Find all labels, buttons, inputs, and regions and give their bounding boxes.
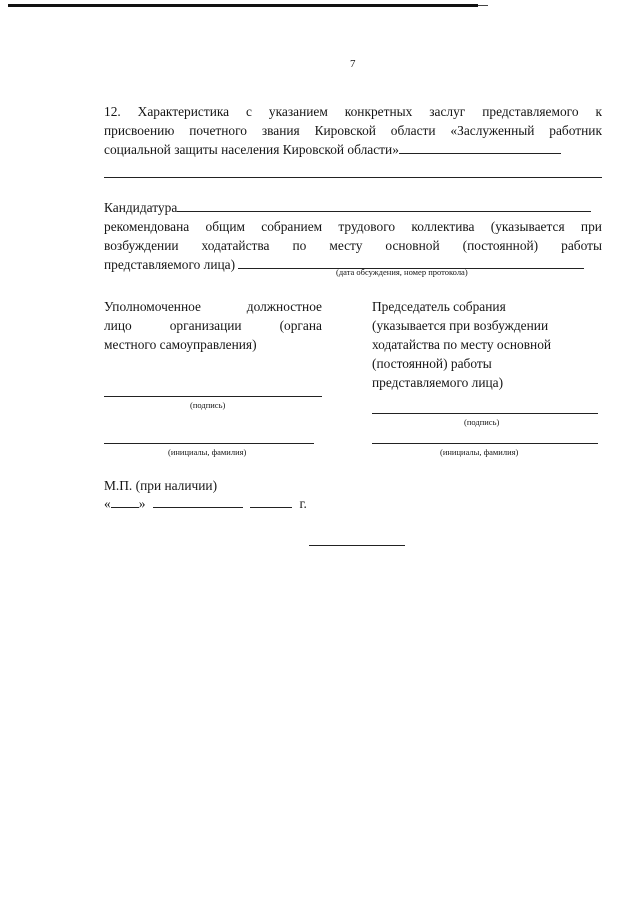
section-12-line-1: 12. Характеристика с указанием конкретных заслуг представляемого к <box>104 104 602 119</box>
candidacy-block <box>104 198 602 274</box>
section-12-block <box>104 102 602 159</box>
discussion-date-caption: (дата обсуждения, номер протокола) <box>336 267 468 277</box>
left-signature-line[interactable] <box>104 396 322 397</box>
end-separator-line <box>309 545 405 546</box>
right-name-caption: (инициалы, фамилия) <box>440 447 519 457</box>
right-name-line[interactable] <box>372 443 598 444</box>
top-border-line <box>8 4 478 7</box>
left-signature-caption: (подпись) <box>190 400 226 410</box>
date-line: « » г. <box>104 496 307 511</box>
right-signature-caption: (подпись) <box>464 417 500 427</box>
characteristic-input-line[interactable] <box>399 140 561 154</box>
top-border-tail <box>478 5 488 6</box>
candidacy-line-4: представляемого лица) <box>104 255 602 274</box>
left-signatory-block: Уполномоченное должностное лицо организации (органа местного самоуправления) <box>104 299 322 352</box>
section-12-line-3: социальной защиты населения Кировской области» <box>104 140 602 159</box>
left-name-caption: (инициалы, фамилия) <box>168 447 247 457</box>
year-field[interactable] <box>250 494 292 508</box>
stamp-label: М.П. (при наличии) <box>104 478 218 493</box>
right-signatory-block: Председатель собрания (указывается при возбуждении ходатайства по месту основной (постоянной) работы представляемого лица) <box>372 299 552 390</box>
day-field[interactable] <box>111 494 139 508</box>
right-signature-line[interactable] <box>372 413 598 414</box>
characteristic-blank-line[interactable] <box>104 177 602 178</box>
candidacy-line-3: возбуждении ходатайства по месту основной (постоянной) работы <box>104 238 602 253</box>
left-name-line[interactable] <box>104 443 314 444</box>
section-12-line-2: присвоению почетного звания Кировской области «Заслуженный работник <box>104 123 602 138</box>
candidate-name-line[interactable] <box>177 198 591 212</box>
candidacy-line-1: Кандидатура <box>104 198 602 217</box>
candidacy-line-2: рекомендована общим собранием трудового коллектива (указывается при <box>104 219 602 234</box>
month-field[interactable] <box>153 494 243 508</box>
page-number: 7 <box>350 58 356 70</box>
